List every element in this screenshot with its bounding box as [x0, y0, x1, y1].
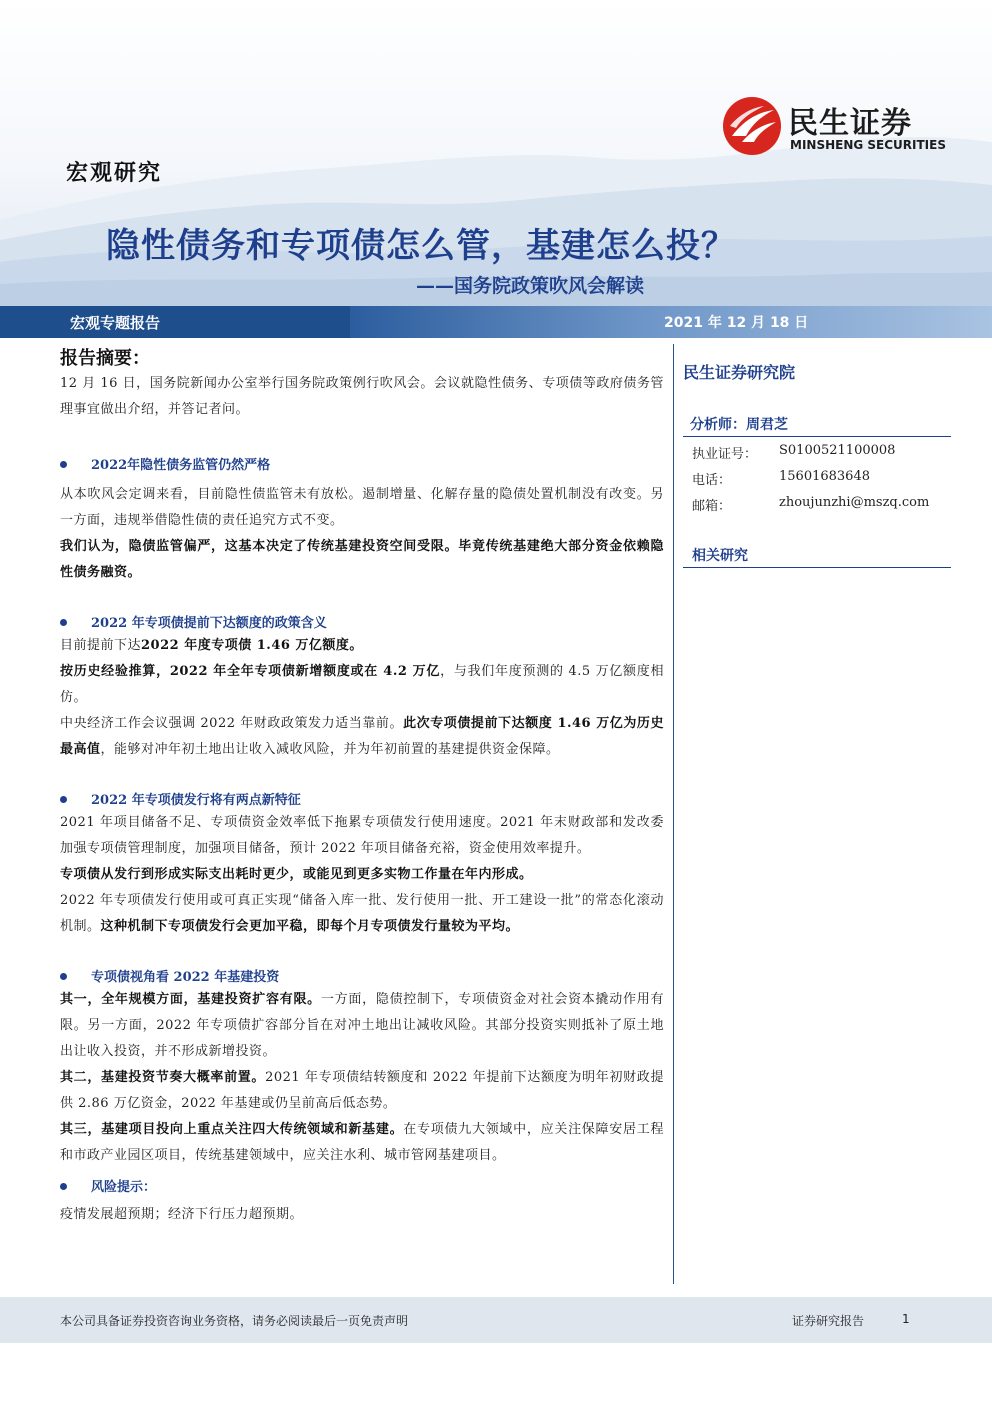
section-4-paragraph-1 [60, 987, 664, 1065]
section-1-paragraph-1: 从本吹风会定调来看，目前隐性债监管未有放松。遏制增量、化解存量的隐债处置机制没有改变。另一方面，违规举借隐性债的责任追究方式不变。 [60, 487, 664, 528]
bullet-icon [60, 973, 67, 980]
section-heading-1 [60, 454, 660, 473]
section-2-paragraph-2 [60, 659, 664, 711]
section-4-paragraph-3 [60, 1117, 664, 1169]
bullet-icon [60, 461, 67, 468]
text-run-bold: 此次专项债提前下达额度 1.46 万亿为历史最高值 [60, 716, 664, 757]
section-2-paragraph-1 [60, 633, 664, 659]
text-run: 一方面，隐债控制下，专项债资金对社会资本撬动作用有限。另一方面，2022 年专项债扩容部分旨在对冲土地出让减收风险。其部分投资实则抵补了原土地出让收入投资，并不形成新增投资。 [60, 992, 664, 1059]
info-value: S0100521100008 [779, 443, 896, 458]
info-label: 邮箱： [692, 499, 732, 514]
section-title: 2022 年专项债提前下达额度的政策含义 [91, 616, 327, 631]
sidebar-rule [683, 436, 951, 437]
logo-name-cn: 民生证券 [788, 106, 912, 141]
info-label: 执业证号： [692, 447, 758, 462]
text-run: 在专项债九大领域中，应关注保障安居工程和市政产业园区项目，传统基建领域中，应关注水利、城市管网基建项目。 [60, 1122, 664, 1163]
section-title: 2022年隐性债务监管仍然严格 [91, 458, 271, 473]
email-link[interactable]: zhoujunzhi@mszq.com [779, 495, 930, 510]
info-row-license [692, 443, 952, 463]
text-run: ，能够对冲年初土地出让收入减收风险，并为年初前置的基建提供资金保障。 [100, 742, 560, 757]
bullet-icon [60, 796, 67, 803]
bullet-icon [60, 1183, 67, 1190]
report-title: 隐性债务和专项债怎么管，基建怎么投？ [106, 226, 736, 266]
report-subtitle: ——国务院政策吹风会解读 [416, 275, 645, 297]
report-category: 宏观研究 [66, 160, 163, 186]
company-logo [722, 96, 952, 160]
bullet-icon [60, 619, 67, 626]
page-number: 1 [902, 1312, 910, 1326]
summary-heading: 报告摘要： [60, 348, 150, 369]
footer-disclaimer: 本公司具备证券投资咨询业务资格，请务必阅读最后一页免责声明 [60, 1314, 409, 1328]
column-divider [673, 344, 674, 1284]
sidebar-rule [683, 567, 951, 568]
risk-heading [60, 1176, 660, 1195]
section-title: 专项债视角看 2022 年基建投资 [91, 970, 280, 985]
text-run-bold: 其二，基建投资节奏大概率前置。 [60, 1070, 266, 1085]
text-run: 2022 年专项债发行使用或可真正实现“储备入库一批、发行使用一批、开工建设一批”的常态化滚动机制。 [60, 893, 664, 934]
text-run-bold: 这种机制下专项债发行会更加平稳，即每个月专项债发行量较为平均。 [100, 919, 520, 934]
info-value: 15601683648 [779, 469, 870, 484]
band-left [0, 306, 350, 338]
text-run: 目前提前下达 [60, 638, 142, 653]
section-heading-2 [60, 612, 660, 631]
section-4-paragraph-2 [60, 1065, 664, 1117]
minsheng-logo-icon [722, 96, 782, 156]
page-footer [0, 1297, 992, 1343]
text-run-bold: 2022 年度专项债 1.46 万亿额度。 [141, 638, 363, 653]
text-run: 中央经济工作会议强调 2022 年财政政策发力适当靠前。 [60, 716, 404, 731]
text-run-bold: 其三，基建项目投向上重点关注四大传统领域和新基建。 [60, 1122, 404, 1137]
section-heading-3 [60, 789, 660, 808]
section-3-paragraph-3 [60, 888, 664, 940]
risk-text: 疫情发展超预期；经济下行压力超预期。 [60, 1207, 304, 1222]
text-run-bold: 其一，全年规模方面，基建投资扩容有限。 [60, 992, 321, 1007]
analyst-name: 分析师：周君芝 [690, 417, 788, 433]
summary-intro: 12 月 16 日，国务院新闻办公室举行国务院政策例行吹风会。会议就隐性债务、专项债等政府债务管理事宜做出介绍，并答记者问。 [60, 376, 664, 417]
section-2-paragraph-3 [60, 711, 664, 763]
text-run-bold: 按历史经验推算，2022 年全年专项债新增额度或在 4.2 万亿 [60, 664, 441, 679]
section-heading-4 [60, 966, 660, 985]
info-row-phone [692, 469, 952, 489]
related-research-heading: 相关研究 [692, 548, 748, 564]
text-run: 2021 年专项债结转额度和 2022 年提前下达额度为明年初财政提供 2.86 万亿资金，2022 年基建或仍呈前高后低态势。 [60, 1070, 664, 1111]
section-1-paragraph-2: 我们认为，隐债监管偏严，这基本决定了传统基建投资空间受限。毕竟传统基建绝大部分资金依赖隐性债务融资。 [60, 539, 664, 580]
info-label: 电话： [692, 473, 732, 488]
institute-name: 民生证券研究院 [683, 363, 796, 382]
section-3-paragraph-2: 专项债从发行到形成实际支出耗时更少，或能见到更多实物工作量在年内形成。 [60, 867, 533, 882]
footer-doc-type: 证券研究报告 [792, 1314, 865, 1328]
section-title: 2022 年专项债发行将有两点新特征 [91, 793, 301, 808]
report-type-band [0, 306, 992, 338]
info-row-email [692, 495, 952, 515]
logo-name-en: MINSHENG SECURITIES [790, 138, 946, 152]
risk-title: 风险提示： [91, 1180, 157, 1195]
report-type-label: 宏观专题报告 [70, 314, 161, 332]
section-3-paragraph-1: 2021 年项目储备不足、专项债资金效率低下拖累专项债发行使用速度。2021 年末财政部和发改委加强专项债管理制度，加强项目储备，预计 2022 年项目储备充裕，资金使用效率提升。 [60, 815, 664, 856]
report-date: 2021 年 12 月 18 日 [664, 315, 809, 331]
text-run: ，与我们年度预测的 4.5 万亿额度相仿。 [60, 664, 664, 705]
